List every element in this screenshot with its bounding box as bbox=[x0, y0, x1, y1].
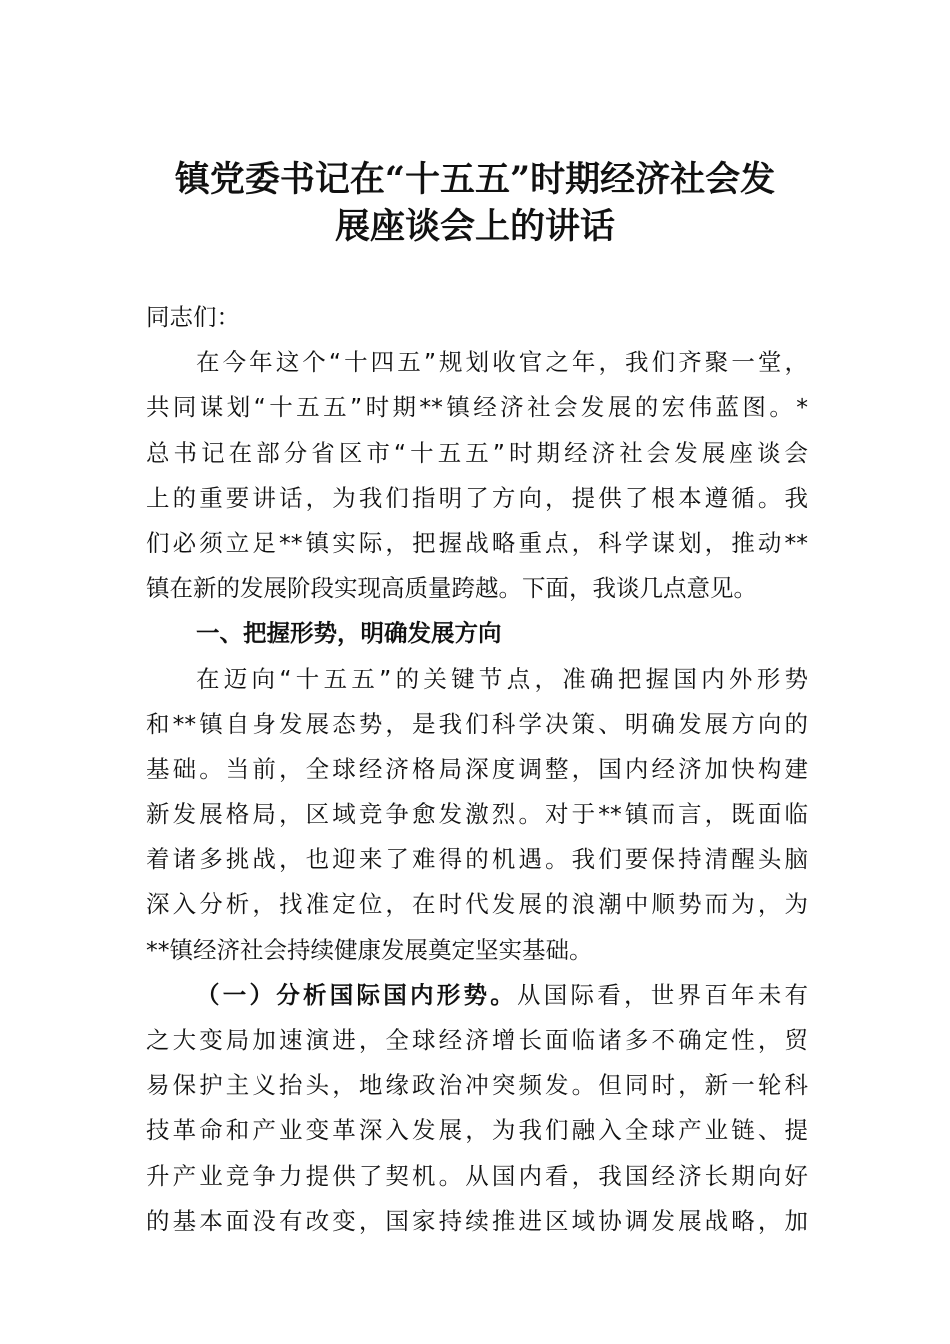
paragraph-1-line-1: 在今年这个“十四五”规划收官之年，我们齐聚一堂， bbox=[196, 348, 808, 377]
paragraph-1-line-4: 上的重要讲话，为我们指明了方向，提供了根本遵循。我 bbox=[146, 483, 808, 512]
paragraph-3-line-3: 易保护主义抬头，地缘政治冲突频发。但同时，新一轮科 bbox=[146, 1071, 808, 1100]
paragraph-1-line-5: 们必须立足**镇实际，把握战略重点，科学谋划，推动** bbox=[146, 528, 808, 557]
paragraph-2-line-7: **镇经济社会持续健康发展奠定坚实基础。 bbox=[146, 935, 593, 964]
paragraph-1-line-6: 镇在新的发展阶段实现高质量跨越。下面，我谈几点意见。 bbox=[146, 574, 757, 603]
salutation: 同志们： bbox=[146, 303, 240, 331]
title-line-1: 镇党委书记在“十五五”时期经济社会发 bbox=[174, 159, 776, 200]
section-heading-1: 一、把握形势，明确发展方向 bbox=[196, 619, 502, 648]
document-title bbox=[130, 156, 820, 250]
paragraph-2-line-4: 新发展格局，区域竞争愈发激烈。对于**镇而言，既面临 bbox=[146, 800, 808, 829]
paragraph-3-line-1-text: 从国际看，世界百年未有 bbox=[517, 980, 808, 1009]
paragraph-1-line-3: 总书记在部分省区市“十五五”时期经济社会发展座谈会 bbox=[146, 438, 808, 467]
title-line-2: 展座谈会上的讲话 bbox=[334, 206, 615, 247]
paragraph-2-line-2: 和**镇自身发展态势，是我们科学决策、明确发展方向的 bbox=[146, 709, 808, 738]
paragraph-3-line-6: 的基本面没有改变，国家持续推进区域协调发展战略，加 bbox=[146, 1206, 808, 1235]
paragraph-2-line-3: 基础。当前，全球经济格局深度调整，国内经济加快构建 bbox=[146, 754, 808, 783]
subheading-1: （一）分析国际国内形势。 bbox=[196, 980, 517, 1009]
paragraph-3-line-4: 技革命和产业变革深入发展，为我们融入全球产业链、提 bbox=[146, 1116, 808, 1145]
paragraph-1-line-2: 共同谋划“十五五”时期**镇经济社会发展的宏伟蓝图。* bbox=[146, 393, 808, 422]
paragraph-2-line-1: 在迈向“十五五”的关键节点，准确把握国内外形势 bbox=[196, 664, 808, 693]
paragraph-3-line-1 bbox=[146, 973, 808, 1018]
paragraph-2-line-6: 深入分析，找准定位，在时代发展的浪潮中顺势而为，为 bbox=[146, 890, 808, 919]
paragraph-2-line-5: 着诸多挑战，也迎来了难得的机遇。我们要保持清醒头脑 bbox=[146, 845, 808, 874]
document-body bbox=[146, 295, 808, 1244]
paragraph-3-line-2: 之大变局加速演进，全球经济增长面临诸多不确定性，贸 bbox=[146, 1026, 808, 1054]
paragraph-3-line-5: 升产业竞争力提供了契机。从国内看，我国经济长期向好 bbox=[146, 1161, 808, 1190]
